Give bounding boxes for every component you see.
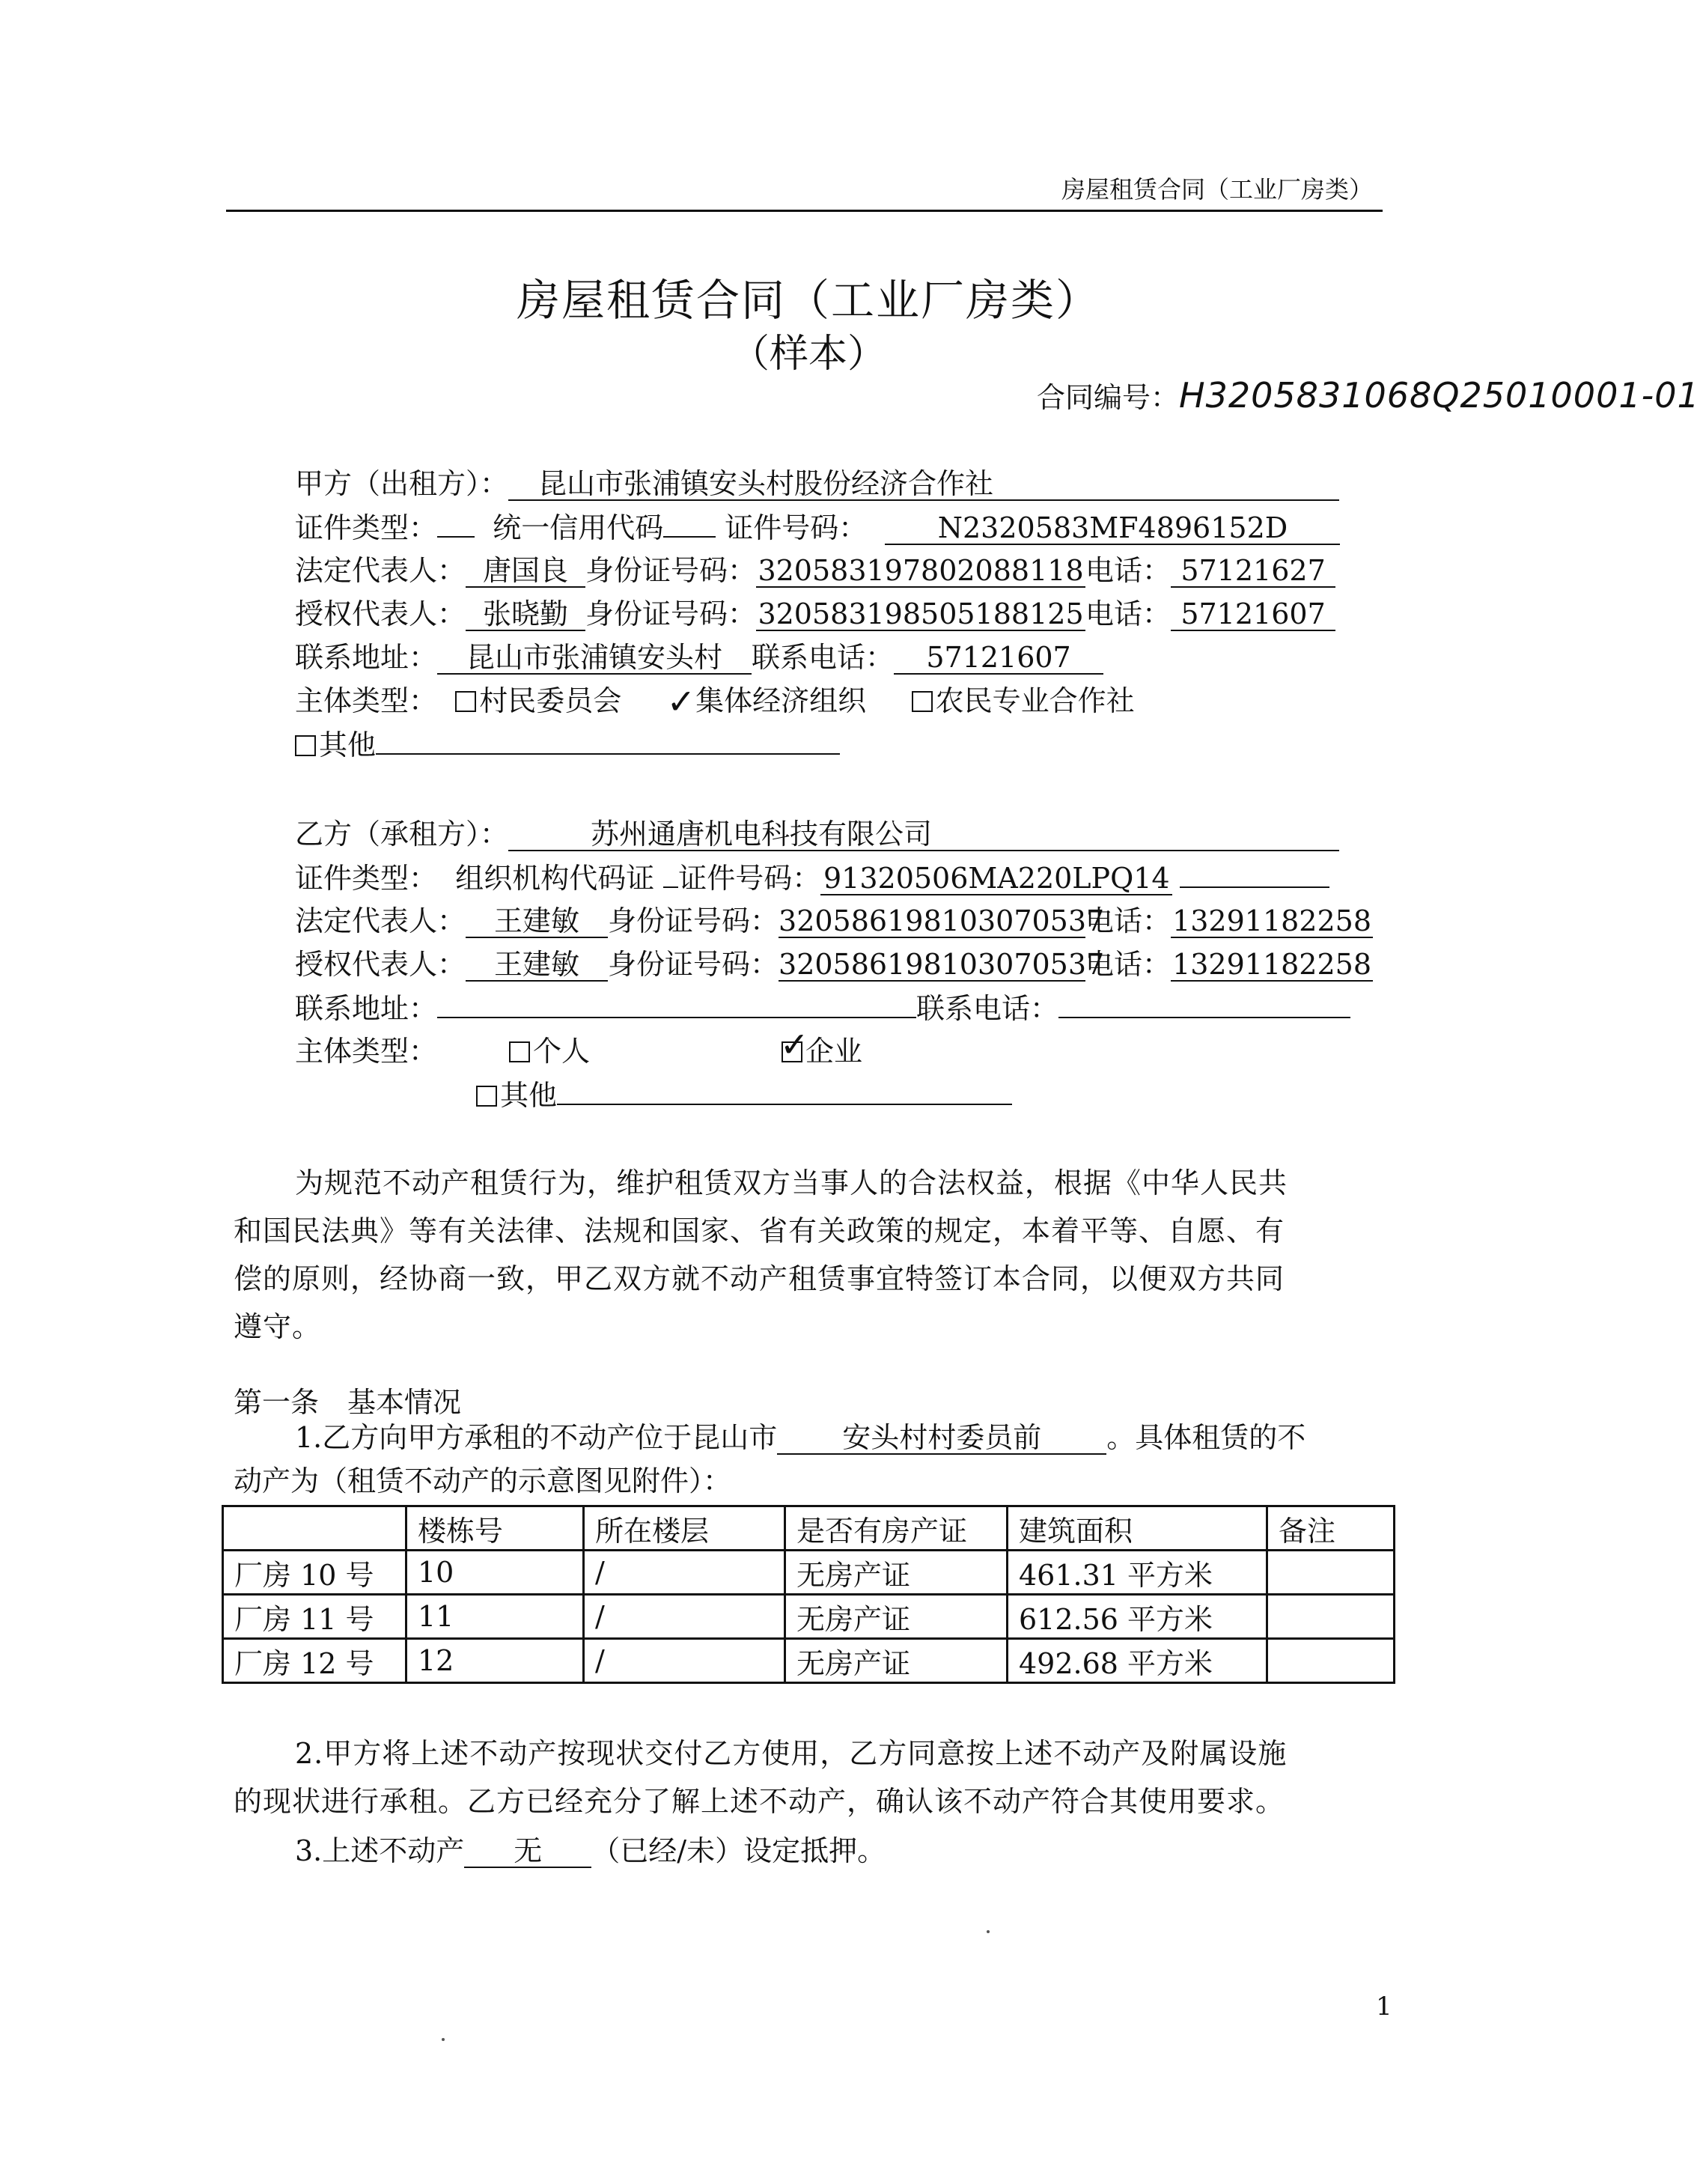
- party-a-id-row: [295, 509, 1340, 546]
- table-cell: 厂房 11 号: [223, 1595, 406, 1639]
- party-b-entity-enterprise: [780, 1024, 863, 1069]
- table-row: [223, 1551, 1395, 1595]
- clause-2: [234, 1730, 1401, 1825]
- address-label: 联系地址：: [295, 641, 438, 674]
- clause-1-location: 安头村村委员前: [777, 1422, 1106, 1455]
- other-blank: [557, 1077, 1012, 1105]
- checkbox-unchecked[interactable]: [455, 691, 476, 712]
- table-cell: /: [584, 1639, 785, 1683]
- auth-rep-label: 授权代表人：: [295, 948, 466, 981]
- entity-option-village-committee: 村民委员会: [479, 684, 622, 717]
- party-b-legal-rep-row: [295, 903, 1373, 939]
- party-b-name-row: [295, 816, 1339, 852]
- entity-option-other: 其他: [500, 1079, 558, 1112]
- party-a-address-row: [295, 639, 1103, 675]
- party-a-name-row: [295, 466, 1339, 502]
- party-a-heading: 甲方（出租方）：: [295, 467, 509, 500]
- contact-phone-label: 联系电话：: [752, 641, 895, 674]
- property-table: [222, 1505, 1395, 1684]
- checkbox-unchecked[interactable]: [912, 691, 933, 712]
- document-subtitle: （样本）: [730, 332, 886, 377]
- party-a-name: 昆山市张浦镇安头村股份经济合作社: [508, 468, 1339, 501]
- table-cell: 10: [406, 1551, 584, 1595]
- table-header-cell: 所在楼层: [584, 1506, 785, 1551]
- party-a-auth-rep-row: [295, 596, 1335, 632]
- phone-label: 电话：: [1085, 597, 1172, 630]
- entity-option-enterprise: 企业: [805, 1035, 863, 1068]
- table-header-cell: 是否有房产证: [785, 1506, 1008, 1551]
- auth-rep-label: 授权代表人：: [295, 597, 466, 630]
- checkmark-icon: ✓: [780, 1024, 809, 1065]
- party-a-address: 昆山市张浦镇安头村: [437, 642, 752, 675]
- blank-underline: [437, 509, 475, 538]
- table-cell: 12: [406, 1639, 584, 1683]
- table-cell: 无房产证: [785, 1551, 1008, 1595]
- party-a-entity-row: [295, 683, 1135, 720]
- clause-2-line: 的现状进行承租。乙方已经充分了解上述不动产，确认该不动产符合其使用要求。: [234, 1785, 1285, 1818]
- checkbox-unchecked[interactable]: [295, 735, 316, 756]
- clause-3-prefix: 3.上述不动产: [295, 1834, 465, 1867]
- entity-option-farmer-coop: 农民专业合作社: [935, 684, 1135, 717]
- preamble-line: 遵守。: [234, 1310, 322, 1343]
- table-cell: 无房产证: [785, 1595, 1008, 1639]
- party-a-auth-rep-id: 320583198505188125: [756, 598, 1085, 631]
- party-b-auth-rep-phone: 13291182258: [1171, 949, 1373, 982]
- table-cell: 461.31 平方米: [1008, 1551, 1267, 1595]
- table-cell: 612.56 平方米: [1008, 1595, 1267, 1639]
- id-card-label: 身份证号码：: [585, 554, 757, 587]
- contract-number-value: H3205831068Q25010001-01: [1179, 375, 1700, 416]
- party-a-legal-rep: 唐国良: [466, 555, 585, 588]
- preamble-line: 和国民法典》等有关法律、法规和国家、省有关政策的规定，本着平等、自愿、有: [234, 1214, 1285, 1247]
- party-a-id-no: N2320583MF4896152D: [885, 512, 1340, 545]
- clause-3: [295, 1833, 886, 1869]
- table-cell: [1267, 1551, 1395, 1595]
- contact-phone-label: 联系电话：: [916, 992, 1059, 1025]
- table-header-cell: [223, 1506, 406, 1551]
- clause-1-line-2: 动产为（租赁不动产的示意图见附件）：: [234, 1464, 732, 1497]
- table-cell: [1267, 1595, 1395, 1639]
- article-1-heading: 第一条 基本情况: [234, 1386, 462, 1419]
- table-cell: 11: [406, 1595, 584, 1639]
- party-b-entity-individual: [509, 1033, 590, 1069]
- checkbox-checked[interactable]: [780, 1024, 809, 1065]
- contract-number: [1037, 374, 1700, 416]
- table-row: [223, 1595, 1395, 1639]
- id-card-label: 身份证号码：: [608, 904, 779, 937]
- table-cell: /: [584, 1551, 785, 1595]
- address-label: 联系地址：: [295, 992, 438, 1025]
- table-cell: [1267, 1639, 1395, 1683]
- contract-number-label: 合同编号：: [1037, 381, 1180, 414]
- document-title: 房屋租赁合同（工业厂房类）: [516, 275, 1100, 326]
- phone-label: 电话：: [1085, 904, 1172, 937]
- table-cell: 无房产证: [785, 1639, 1008, 1683]
- party-a-other-row: [295, 726, 840, 763]
- party-a-legal-rep-phone: 57121627: [1171, 555, 1335, 588]
- checkmark-icon[interactable]: ✓: [666, 681, 696, 722]
- party-a-legal-rep-row: [295, 553, 1335, 588]
- id-type-label: 证件类型：: [295, 511, 438, 544]
- party-b-auth-rep-id: 320586198103070537: [779, 948, 1105, 981]
- clause-2-line: 2.甲方将上述不动产按现状交付乙方使用，乙方同意按上述不动产及附属设施: [295, 1737, 1288, 1770]
- party-b-id-no: 91320506MA220LPQ14: [820, 863, 1172, 895]
- blank-underline: [1180, 860, 1329, 888]
- entity-type-label: 主体类型：: [295, 1035, 438, 1068]
- preamble-line: 偿的原则，经协商一致，甲乙双方就不动产租赁事宜特签订本合同，以便双方共同: [234, 1262, 1285, 1295]
- phone-label: 电话：: [1085, 948, 1172, 981]
- blank-underline: [663, 860, 678, 888]
- party-b-auth-rep: 王建敏: [466, 949, 608, 982]
- preamble: [234, 1159, 1401, 1351]
- checkbox-unchecked[interactable]: [476, 1086, 497, 1107]
- entity-option-other: 其他: [319, 728, 377, 761]
- party-b-entity-row: [295, 1033, 437, 1069]
- party-b-other-row: [476, 1077, 1012, 1113]
- other-blank: [376, 726, 840, 755]
- clause-1-line-1: [295, 1420, 1306, 1456]
- page-number: 1: [1376, 1992, 1392, 2022]
- party-a-auth-rep-phone: 57121607: [1171, 598, 1335, 631]
- legal-rep-label: 法定代表人：: [295, 554, 466, 587]
- clause-3-suffix: （已经/未）设定抵押。: [591, 1834, 886, 1867]
- table-cell: 厂房 12 号: [223, 1639, 406, 1683]
- party-a-auth-rep: 张晓勤: [466, 598, 585, 631]
- table-header-cell: 楼栋号: [406, 1506, 584, 1551]
- header-rule: [226, 210, 1383, 212]
- party-b-legal-rep-phone: 13291182258: [1171, 905, 1373, 938]
- checkbox-unchecked[interactable]: [509, 1041, 530, 1062]
- entity-option-collective-economy: 集体经济组织: [695, 684, 867, 717]
- id-no-label: 证件号码：: [725, 511, 868, 544]
- id-no-label: 证件号码：: [678, 862, 821, 895]
- party-b-legal-rep: 王建敏: [466, 905, 608, 938]
- blank-underline: [663, 509, 716, 538]
- party-b-contact-phone-blank: [1058, 990, 1350, 1018]
- party-b-id-row: [295, 860, 1329, 896]
- table-cell: /: [584, 1595, 785, 1639]
- id-card-label: 身份证号码：: [585, 597, 757, 630]
- legal-rep-label: 法定代表人：: [295, 904, 466, 937]
- party-b-id-type: 组织机构代码证: [455, 862, 655, 895]
- table-header-cell: 建筑面积: [1008, 1506, 1267, 1551]
- table-header-row: [223, 1506, 1395, 1551]
- party-b-legal-rep-id: 320586198103070537: [779, 904, 1105, 937]
- preamble-line: 为规范不动产租赁行为，维护租赁双方当事人的合法权益，根据《中华人民共: [295, 1166, 1288, 1199]
- table-cell: 492.68 平方米: [1008, 1639, 1267, 1683]
- party-b-auth-rep-row: [295, 946, 1373, 982]
- scan-speck: [442, 2038, 445, 2041]
- clause-1-suffix: 。具体租赁的不: [1106, 1421, 1306, 1454]
- id-type-label: 证件类型：: [295, 862, 438, 895]
- phone-label: 电话：: [1085, 554, 1172, 587]
- table-header-cell: 备注: [1267, 1506, 1395, 1551]
- running-header-title: 房屋租赁合同（工业厂房类）: [1061, 175, 1373, 204]
- party-a-contact-phone: 57121607: [894, 642, 1103, 675]
- scan-speck: [987, 1930, 990, 1933]
- table-cell: 厂房 10 号: [223, 1551, 406, 1595]
- clause-3-value: 无: [464, 1835, 591, 1868]
- id-card-label: 身份证号码：: [608, 948, 779, 981]
- party-b-address-blank: [437, 990, 916, 1018]
- party-b-name: 苏州通唐机电科技有限公司: [508, 818, 1339, 851]
- table-row: [223, 1639, 1395, 1683]
- party-a-legal-rep-id: 320583197802088118: [756, 555, 1085, 588]
- clause-1-prefix: 1.乙方向甲方承租的不动产位于昆山市: [295, 1421, 778, 1454]
- party-b-address-row: [295, 990, 1350, 1026]
- entity-option-individual: 个人: [533, 1035, 591, 1068]
- entity-type-label: 主体类型：: [295, 684, 438, 717]
- party-a-id-type: 统一信用代码: [493, 511, 664, 544]
- party-b-heading: 乙方（承租方）：: [295, 818, 509, 851]
